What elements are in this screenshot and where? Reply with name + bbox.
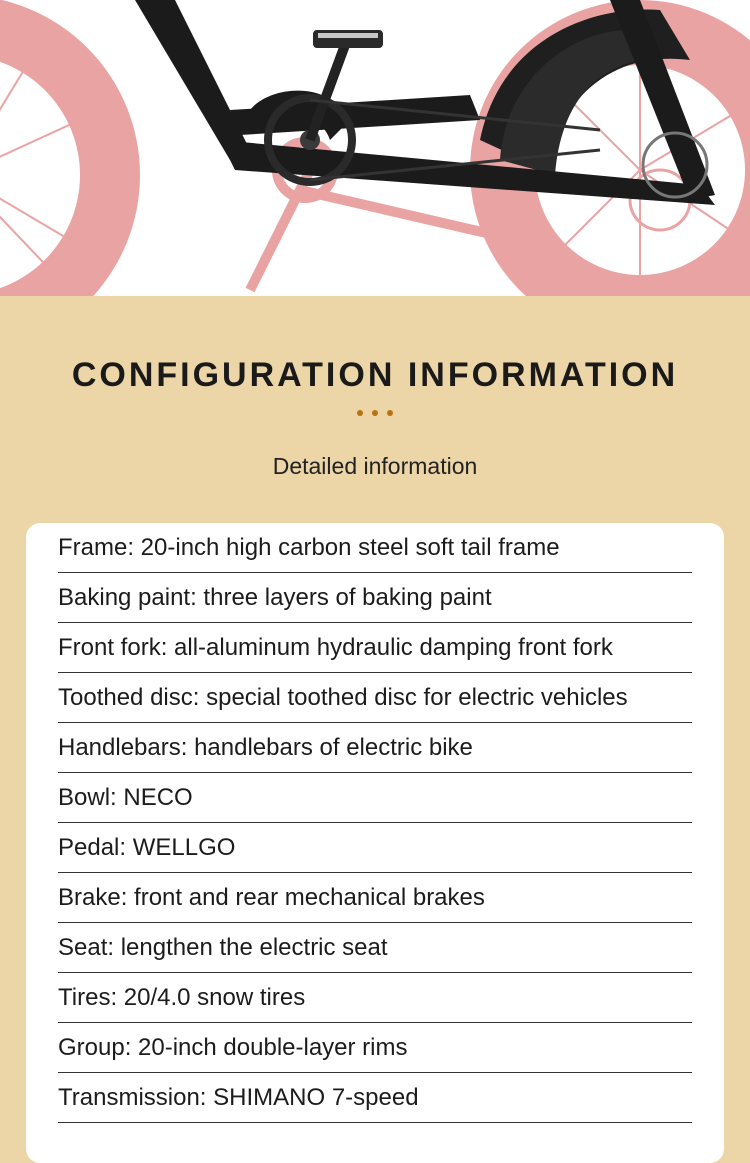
dot-icon	[357, 410, 363, 416]
pedal-shape	[313, 30, 383, 48]
left-wheel-shape	[0, 0, 140, 296]
spec-row: Front fork: all-aluminum hydraulic damping front fork	[58, 623, 692, 673]
spec-row: Group: 20-inch double-layer rims	[58, 1023, 692, 1073]
spec-row: Baking paint: three layers of baking paint	[58, 573, 692, 623]
spec-row: Toothed disc: special toothed disc for electric vehicles	[58, 673, 692, 723]
spec-row: Frame: 20-inch high carbon steel soft tail frame	[58, 523, 692, 573]
dot-icon	[387, 410, 393, 416]
bike-product-photo	[0, 0, 750, 296]
spec-row: Seat: lengthen the electric seat	[58, 923, 692, 973]
spec-row: Brake: front and rear mechanical brakes	[58, 873, 692, 923]
spec-card	[26, 523, 724, 1163]
spec-row: Pedal: WELLGO	[58, 823, 692, 873]
dot-icon	[372, 410, 378, 416]
section-title: CONFIGURATION INFORMATION	[71, 356, 679, 394]
bike-illustration	[0, 0, 750, 296]
spec-list	[58, 523, 692, 1123]
spec-row: Transmission: SHIMANO 7-speed	[58, 1073, 692, 1123]
spec-row: Bowl: NECO	[58, 773, 692, 823]
section-subtitle: Detailed information	[272, 453, 478, 479]
spec-row: Handlebars: handlebars of electric bike	[58, 723, 692, 773]
title-dots-divider	[0, 410, 750, 416]
spec-row: Tires: 20/4.0 snow tires	[58, 973, 692, 1023]
